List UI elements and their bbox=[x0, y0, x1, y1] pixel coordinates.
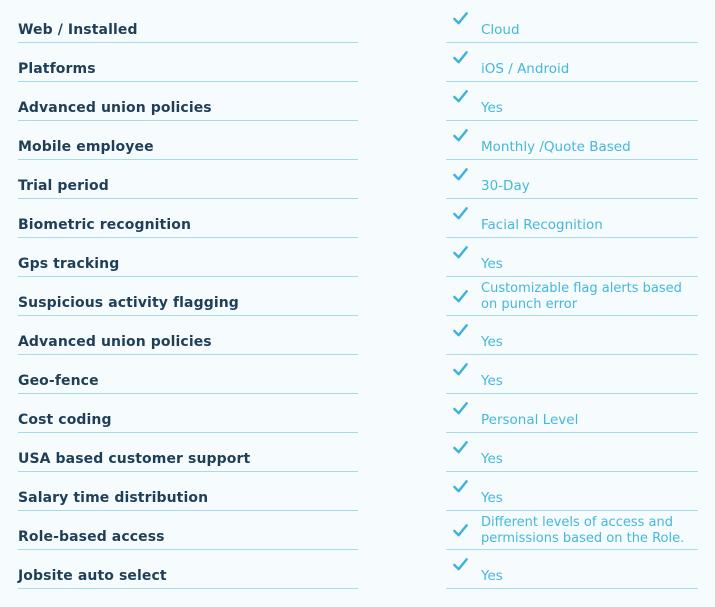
table-row bbox=[0, 472, 715, 511]
value-label: Cloud bbox=[481, 21, 520, 38]
table-row bbox=[0, 550, 715, 589]
check-icon bbox=[453, 167, 468, 182]
feature-cell bbox=[18, 550, 358, 589]
feature-cell bbox=[18, 238, 358, 277]
feature-cell bbox=[18, 121, 358, 160]
table-row bbox=[0, 4, 715, 43]
feature-label: Advanced union policies bbox=[18, 334, 212, 350]
feature-label: USA based customer support bbox=[18, 451, 251, 467]
feature-label: Mobile employee bbox=[18, 139, 154, 155]
feature-cell bbox=[18, 277, 358, 316]
feature-cell bbox=[18, 355, 358, 394]
check-icon bbox=[453, 557, 468, 572]
feature-label: Platforms bbox=[18, 61, 96, 77]
check-icon bbox=[453, 11, 468, 26]
feature-label: Advanced union policies bbox=[18, 100, 212, 116]
feature-label: Geo-fence bbox=[18, 373, 99, 389]
check-icon bbox=[453, 323, 468, 338]
check-icon bbox=[453, 245, 468, 260]
value-cell bbox=[446, 511, 698, 550]
feature-label: Role-based access bbox=[18, 529, 165, 545]
value-cell bbox=[446, 238, 698, 277]
feature-cell bbox=[18, 511, 358, 550]
feature-label: Cost coding bbox=[18, 412, 112, 428]
table-row bbox=[0, 316, 715, 355]
feature-cell bbox=[18, 43, 358, 82]
value-label: Yes bbox=[481, 450, 503, 467]
value-label: Different levels of access and permissions based on the Role. bbox=[481, 515, 685, 546]
value-label: Yes bbox=[481, 567, 503, 584]
feature-label: Web / Installed bbox=[18, 22, 138, 38]
value-cell bbox=[446, 43, 698, 82]
feature-cell bbox=[18, 472, 358, 511]
value-cell bbox=[446, 4, 698, 43]
feature-cell bbox=[18, 4, 358, 43]
table-row bbox=[0, 433, 715, 472]
check-icon bbox=[453, 523, 468, 538]
value-cell bbox=[446, 316, 698, 355]
value-cell bbox=[446, 355, 698, 394]
check-icon bbox=[453, 440, 468, 455]
table-row bbox=[0, 160, 715, 199]
value-cell bbox=[446, 433, 698, 472]
feature-cell bbox=[18, 160, 358, 199]
table-row bbox=[0, 199, 715, 238]
table-row bbox=[0, 394, 715, 433]
feature-label: Salary time distribution bbox=[18, 490, 209, 506]
value-cell bbox=[446, 121, 698, 160]
table-row bbox=[0, 238, 715, 277]
value-cell bbox=[446, 160, 698, 199]
table-row bbox=[0, 277, 715, 316]
value-cell bbox=[446, 277, 698, 316]
table-row bbox=[0, 121, 715, 160]
value-cell bbox=[446, 550, 698, 589]
check-icon bbox=[453, 479, 468, 494]
check-icon bbox=[453, 362, 468, 377]
feature-cell bbox=[18, 82, 358, 121]
feature-cell bbox=[18, 316, 358, 355]
feature-label: Biometric recognition bbox=[18, 217, 192, 233]
value-cell bbox=[446, 199, 698, 238]
check-icon bbox=[453, 50, 468, 65]
value-label: Facial Recognition bbox=[481, 216, 603, 233]
value-label: Yes bbox=[481, 255, 503, 272]
value-label: Yes bbox=[481, 99, 503, 116]
feature-label: Suspicious activity flagging bbox=[18, 295, 239, 311]
feature-cell bbox=[18, 199, 358, 238]
table-row bbox=[0, 511, 715, 550]
feature-label: Jobsite auto select bbox=[18, 568, 167, 584]
feature-cell bbox=[18, 433, 358, 472]
value-label: Personal Level bbox=[481, 411, 579, 428]
value-label: iOS / Android bbox=[481, 60, 570, 77]
value-label: 30-Day bbox=[481, 177, 530, 194]
value-label: Customizable flag alerts based on punch error bbox=[481, 281, 682, 312]
value-label: Yes bbox=[481, 489, 503, 506]
check-icon bbox=[453, 289, 468, 304]
value-label: Yes bbox=[481, 333, 503, 350]
table-row bbox=[0, 82, 715, 121]
value-cell bbox=[446, 472, 698, 511]
feature-label: Gps tracking bbox=[18, 256, 120, 272]
check-icon bbox=[453, 206, 468, 221]
value-cell bbox=[446, 82, 698, 121]
value-label: Yes bbox=[481, 372, 503, 389]
check-icon bbox=[453, 128, 468, 143]
check-icon bbox=[453, 401, 468, 416]
value-label: Monthly /Quote Based bbox=[481, 138, 631, 155]
check-icon bbox=[453, 89, 468, 104]
table-row bbox=[0, 355, 715, 394]
feature-cell bbox=[18, 394, 358, 433]
value-cell bbox=[446, 394, 698, 433]
table-row bbox=[0, 43, 715, 82]
feature-label: Trial period bbox=[18, 178, 109, 194]
